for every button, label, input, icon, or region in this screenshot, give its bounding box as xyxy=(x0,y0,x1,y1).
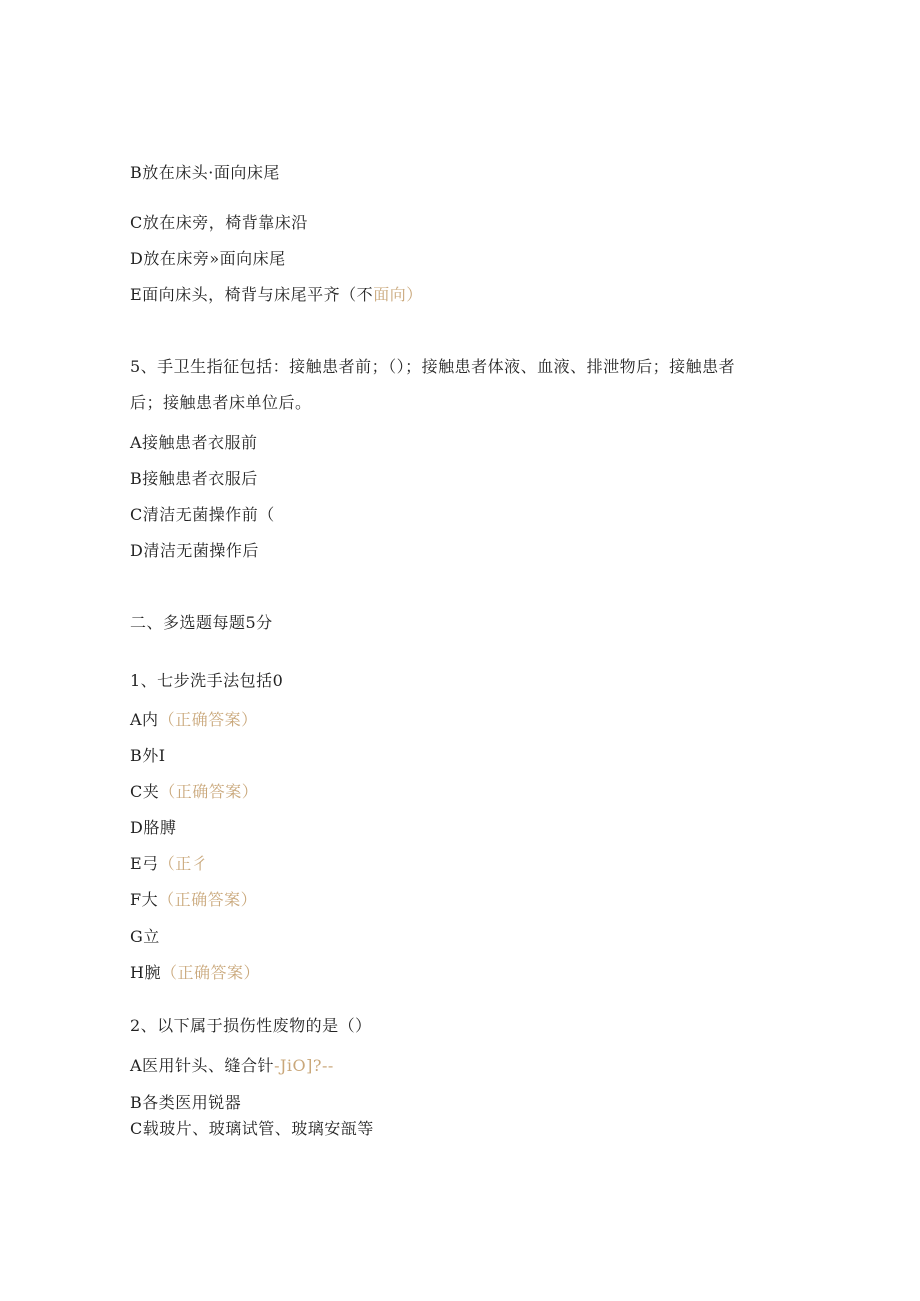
option-text: B接触患者衣服后 xyxy=(130,469,258,488)
q4-option-c xyxy=(130,213,308,233)
option-text: D胳膊 xyxy=(130,818,177,837)
mq2-stem xyxy=(130,1016,372,1036)
q4-option-b xyxy=(130,163,280,183)
mq1-option-g xyxy=(130,927,160,947)
section-title xyxy=(130,613,273,633)
option-text: H腕 xyxy=(130,963,161,982)
q5-option-b xyxy=(130,469,258,489)
q5-stem-line1 xyxy=(130,357,735,377)
option-text: D放在床旁»面向床尾 xyxy=(130,249,286,268)
answer-hint: （正彳 xyxy=(158,854,209,873)
question-stem: 2、以下属于损伤性废物的是（） xyxy=(130,1016,372,1035)
answer-hint: 面向） xyxy=(373,285,423,304)
option-text: C载玻片、玻璃试管、玻璃安瓿等 xyxy=(130,1119,374,1138)
q4-option-d xyxy=(130,249,286,269)
option-text: E面向床头，椅背与床尾平齐（不 xyxy=(130,285,374,304)
mq1-option-c xyxy=(130,782,258,802)
answer-hint: （正确答案） xyxy=(159,782,259,801)
q5-option-d xyxy=(130,541,259,561)
q5-option-c xyxy=(130,505,275,525)
mq1-stem xyxy=(130,671,283,691)
answer-hint: （正确答案） xyxy=(160,963,260,982)
mq2-option-c xyxy=(130,1119,374,1139)
option-text: G立 xyxy=(130,927,160,946)
option-text: C清洁无菌操作前（ xyxy=(130,505,275,524)
mq1-option-f xyxy=(130,890,257,910)
option-text: C放在床旁，椅背靠床沿 xyxy=(130,213,308,232)
option-text: B放在床头·面向床尾 xyxy=(130,163,280,182)
question-stem: 5、手卫生指征包括：接触患者前；（）；接触患者体液、血液、排泄物后；接触患者 xyxy=(130,357,736,376)
option-text: D清洁无菌操作后 xyxy=(130,541,259,560)
mq1-option-d xyxy=(130,818,176,838)
question-stem: 1、七步洗手法包括0 xyxy=(130,671,284,690)
answer-hint: （正确答案） xyxy=(158,890,258,909)
option-text: A接触患者衣服前 xyxy=(130,433,258,452)
option-text: F大 xyxy=(130,890,159,909)
answer-hint: （正确答案） xyxy=(158,710,258,729)
mq1-option-b xyxy=(130,746,166,766)
option-text: A内 xyxy=(130,710,159,729)
mq1-option-h xyxy=(130,963,260,983)
mq2-option-a xyxy=(130,1056,334,1076)
mq1-option-e xyxy=(130,854,208,874)
option-text: E弓 xyxy=(130,854,159,873)
option-text: B外I xyxy=(130,746,166,765)
question-stem: 后；接触患者床单位后。 xyxy=(130,393,312,412)
mq1-option-a xyxy=(130,710,258,730)
option-text: A医用针头、缝合针 xyxy=(130,1056,275,1075)
q5-stem-line2 xyxy=(130,393,312,413)
q5-option-a xyxy=(130,433,258,453)
option-text: C夹 xyxy=(130,782,160,801)
mq2-option-b xyxy=(130,1093,241,1113)
q4-option-e xyxy=(130,285,423,305)
section-heading: 二、多选题每题5分 xyxy=(130,613,273,632)
option-text: B各类医用锐器 xyxy=(130,1093,242,1112)
answer-hint: -JiO]?-- xyxy=(274,1056,334,1075)
